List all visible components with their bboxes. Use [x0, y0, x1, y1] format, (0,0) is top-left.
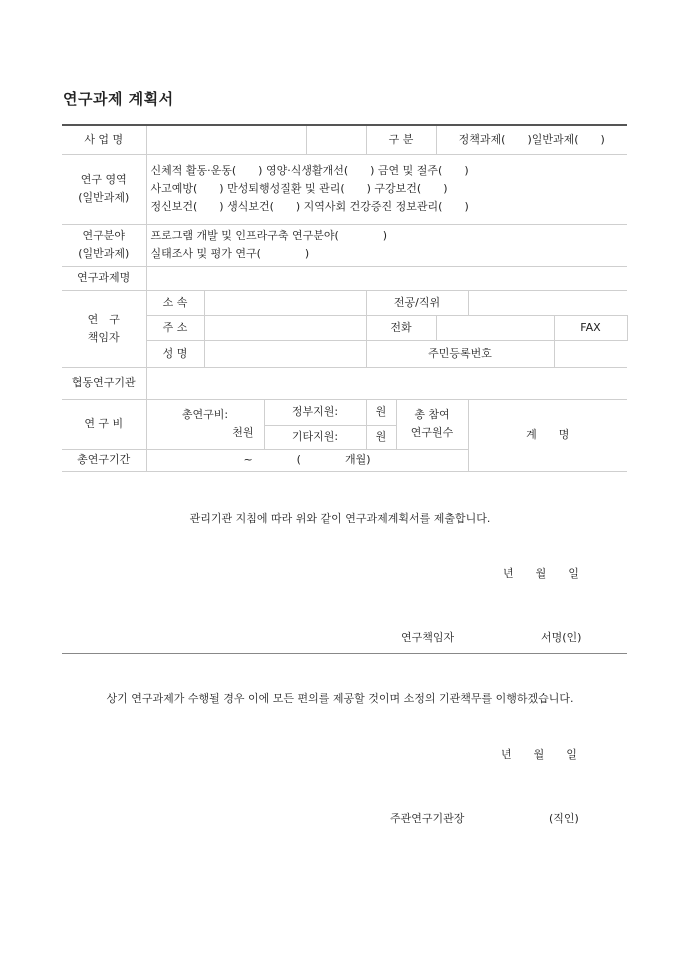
period-value[interactable]: ~ ( 개월) [146, 449, 468, 471]
plan-form-table [62, 124, 627, 472]
total-budget-cell[interactable] [146, 399, 264, 449]
research-area-options[interactable] [146, 154, 627, 224]
biz-name-field-2[interactable] [306, 125, 366, 154]
affiliation-label: 소 속 [146, 290, 204, 315]
other-support-label: 기타지원: [264, 425, 366, 449]
row-research-area [62, 154, 627, 224]
research-field-options[interactable] [146, 224, 627, 266]
resident-no-label: 주민등록번호 [366, 340, 554, 367]
research-area-line: 정신보건( ) 생식보건( ) 지역사회 건강증진 정보관리( ) [150, 200, 469, 213]
budget-label: 연 구 비 [62, 399, 146, 449]
name-label: 성 명 [146, 340, 204, 367]
researchers-label-line2: 연구원수 [410, 426, 454, 439]
researchers-label [396, 399, 468, 449]
row-address [62, 315, 627, 340]
total-budget-label: 총연구비: [181, 408, 229, 421]
research-field-label-line1: 연구분야 [82, 229, 125, 242]
affiliation-field[interactable] [204, 290, 366, 315]
period-label: 총연구기간 [62, 449, 146, 471]
gov-support-label: 정부지원: [264, 399, 366, 425]
row-name [62, 340, 627, 367]
resident-no-field[interactable] [554, 340, 627, 367]
row-collab [62, 367, 627, 399]
research-area-line: 사고예방( ) 만성퇴행성질환 및 관리( ) 구강보건( ) [150, 182, 448, 195]
category-label: 구 분 [366, 125, 436, 154]
project-name-label: 연구과제명 [62, 266, 146, 290]
name-field[interactable] [204, 340, 366, 367]
approval-signer-label: 주관연구기관장 [390, 812, 465, 825]
submission-statement: 관리기관 지침에 따라 위와 같이 연구과제계획서를 제출합니다. [189, 512, 491, 525]
major-field[interactable] [468, 290, 627, 315]
research-field-line: 프로그램 개발 및 인프라구축 연구분야( ) [150, 229, 388, 242]
researchers-label-line1: 총 참여 [414, 408, 450, 421]
row-research-field [62, 224, 627, 266]
research-area-label-line2: (일반과제) [78, 191, 130, 204]
pi-label-line1: 연 구 [87, 312, 120, 326]
collab-label: 협동연구기관 [62, 367, 146, 399]
research-area-label-line1: 연구 영역 [80, 173, 127, 186]
address-field[interactable] [204, 315, 366, 340]
phone-label: 전화 [366, 315, 436, 340]
research-area-label [62, 154, 146, 224]
submission-date[interactable]: 년 월 일 [503, 567, 579, 580]
row-affiliation [62, 290, 627, 315]
project-name-field[interactable] [146, 266, 627, 290]
collab-field[interactable] [146, 367, 627, 399]
major-label: 전공/직위 [366, 290, 468, 315]
approval-statement: 상기 연구과제가 수행될 경우 이에 모든 편의를 제공할 것이며 소정의 기관책무를 이행하겠습니다. [106, 692, 574, 705]
row-business-name [62, 125, 627, 154]
phone-field[interactable] [436, 315, 554, 340]
research-field-label-line2: (일반과제) [78, 247, 130, 260]
section-divider [62, 653, 627, 654]
biz-name-field[interactable] [146, 125, 306, 154]
research-area-line: 신체적 활동·운동( ) 영양·식생활개선( ) 금연 및 절주( ) [150, 164, 469, 177]
submission-sign-label[interactable]: 서명(인) [541, 631, 582, 644]
category-value[interactable]: 정책과제( )일반과제( ) [436, 125, 627, 154]
pi-label [62, 290, 146, 367]
research-field-label [62, 224, 146, 266]
other-support-unit[interactable]: 원 [366, 425, 396, 449]
submission-signer-label: 연구책임자 [401, 631, 455, 644]
row-budget-1 [62, 399, 627, 425]
approval-date[interactable]: 년 월 일 [501, 748, 577, 761]
gov-support-unit[interactable]: 원 [366, 399, 396, 425]
fax-label: FAX [554, 315, 627, 340]
research-field-line: 실태조사 및 평가 연구( ) [150, 247, 310, 260]
document-title: 연구과제 계획서 [63, 90, 174, 108]
approval-seal-label[interactable]: (직인) [549, 812, 579, 825]
row-project-name [62, 266, 627, 290]
pi-label-line2: 책임자 [87, 330, 120, 344]
researchers-total[interactable]: 계 명 [468, 399, 627, 471]
address-label: 주 소 [146, 315, 204, 340]
total-budget-unit: 천원 [232, 426, 254, 439]
biz-name-label: 사 업 명 [62, 125, 146, 154]
